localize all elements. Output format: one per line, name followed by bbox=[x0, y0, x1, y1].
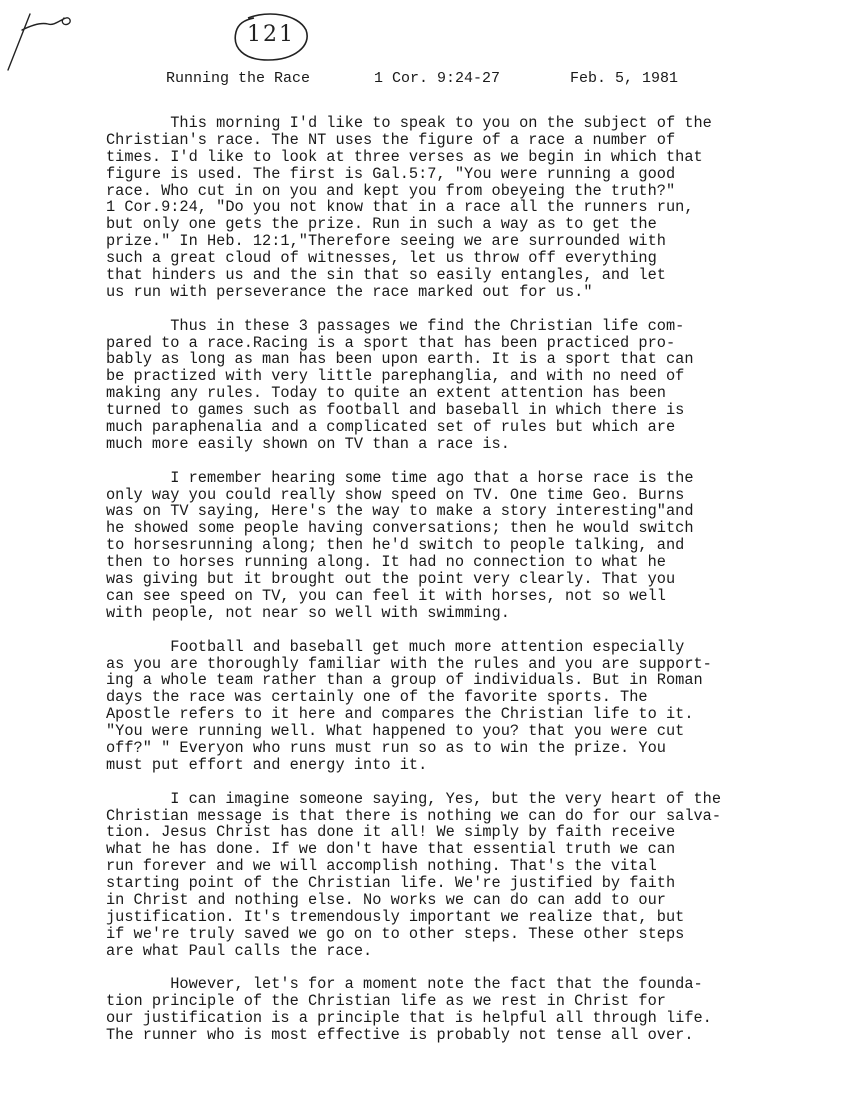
text-line: must put effort and energy into it. bbox=[106, 755, 428, 774]
text-line: prize." In Heb. 12:1,"Therefore seeing we are surrounded with bbox=[106, 232, 666, 251]
text-line: was on TV saying, Here's the way to make a story interesting"and bbox=[106, 502, 694, 521]
page-number: 121 bbox=[247, 22, 295, 47]
text-line: then to horses running along. It had no connection to what he bbox=[106, 553, 666, 572]
sermon-body bbox=[106, 115, 806, 1061]
page-number-circle bbox=[228, 10, 312, 64]
text-line: much more easily shown on TV than a race is. bbox=[106, 434, 510, 453]
paragraph bbox=[106, 791, 806, 960]
sermon-header bbox=[166, 70, 726, 92]
text-line: he showed some people having conversations; then he would switch bbox=[106, 519, 694, 538]
text-line: our justification is a principle that is helpful all through life. bbox=[106, 1009, 712, 1028]
text-line: days the race was certainly one of the favorite sports. The bbox=[106, 688, 648, 707]
text-line: race. Who cut in on you and kept you from obeyeing the truth?" bbox=[106, 181, 676, 200]
text-line: ing a whole team rather than a group of individuals. But in Roman bbox=[106, 671, 703, 690]
text-line: Thus in these 3 passages we find the Christian life com- bbox=[106, 316, 685, 335]
paragraph bbox=[106, 115, 806, 301]
text-line: tion. Jesus Christ has done it all! We simply by faith receive bbox=[106, 823, 676, 842]
text-line: can see speed on TV, you can feel it with horses, not so well bbox=[106, 586, 666, 605]
text-line: with people, not near so well with swimming. bbox=[106, 603, 510, 622]
text-line: However, let's for a moment note the fact that the founda- bbox=[106, 975, 703, 994]
text-line: I can imagine someone saying, Yes, but the very heart of the bbox=[106, 789, 722, 808]
text-line: what he has done. If we don't have that essential truth we can bbox=[106, 840, 676, 859]
text-line: only way you could really show speed on TV. One time Geo. Burns bbox=[106, 485, 685, 504]
text-line: turned to games such as football and baseball in which there is bbox=[106, 401, 685, 420]
text-line: us run with perseverance the race marked out for us." bbox=[106, 282, 593, 301]
text-line: making any rules. Today to quite an extent attention has been bbox=[106, 384, 666, 403]
text-line: such a great cloud of witnesses, let us throw off everything bbox=[106, 249, 657, 268]
text-line: but only one gets the prize. Run in such a way as to get the bbox=[106, 215, 657, 234]
text-line: pared to a race.Racing is a sport that has been practiced pro- bbox=[106, 333, 676, 352]
text-line: was giving but it brought out the point very clearly. That you bbox=[106, 570, 676, 589]
text-line: 1 Cor.9:24, "Do you not know that in a race all the runners run, bbox=[106, 198, 694, 217]
sermon-title: Running the Race bbox=[166, 70, 311, 87]
sermon-date: Feb. 5, 1981 bbox=[570, 70, 679, 87]
text-line: much paraphenalia and a complicated set of rules but which are bbox=[106, 418, 676, 437]
text-line: This morning I'd like to speak to you on the subject of the bbox=[106, 114, 712, 132]
text-line: Christian's race. The NT uses the figure of a race a number of bbox=[106, 130, 676, 149]
text-line: figure is used. The first is Gal.5:7, "You were running a good bbox=[106, 164, 676, 183]
text-line: are what Paul calls the race. bbox=[106, 941, 373, 960]
text-line: justification. It's tremendously important we realize that, but bbox=[106, 907, 685, 926]
scripture-reference: 1 Cor. 9:24-27 bbox=[374, 70, 501, 87]
text-line: starting point of the Christian life. We're justified by faith bbox=[106, 874, 676, 893]
text-line: I remember hearing some time ago that a horse race is the bbox=[106, 468, 694, 487]
text-line: tion principle of the Christian life as we rest in Christ for bbox=[106, 992, 666, 1011]
handwritten-mark bbox=[0, 0, 90, 80]
paragraph bbox=[106, 639, 806, 774]
text-line: Football and baseball get much more attention especially bbox=[106, 637, 685, 656]
paragraph bbox=[106, 976, 806, 1044]
text-line: Christian message is that there is nothing we can do for our salva- bbox=[106, 806, 722, 825]
paragraph bbox=[106, 470, 806, 622]
text-line: run forever and we will accomplish nothing. That's the vital bbox=[106, 857, 657, 876]
text-line: The runner who is most effective is probably not tense all over. bbox=[106, 1026, 694, 1045]
text-line: bably as long as man has been upon earth. It is a sport that can bbox=[106, 350, 694, 369]
text-line: if we're truly saved we go on to other steps. These other steps bbox=[106, 924, 685, 943]
text-line: times. I'd like to look at three verses as we begin in which that bbox=[106, 147, 703, 166]
paragraph bbox=[106, 318, 806, 453]
text-line: as you are thoroughly familiar with the rules and you are support- bbox=[106, 654, 712, 673]
text-line: be practized with very little parephanglia, and with no need of bbox=[106, 367, 685, 386]
text-line: to horsesrunning along; then he'd switch to people talking, and bbox=[106, 536, 685, 555]
text-line: off?" " Everyon who runs must run so as to win the prize. You bbox=[106, 738, 666, 757]
text-line: that hinders us and the sin that so easily entangles, and let bbox=[106, 266, 666, 285]
text-line: "You were running well. What happened to you? that you were cut bbox=[106, 722, 685, 741]
text-line: in Christ and nothing else. No works we can do can add to our bbox=[106, 890, 666, 909]
text-line: Apostle refers to it here and compares the Christian life to it. bbox=[106, 705, 694, 724]
